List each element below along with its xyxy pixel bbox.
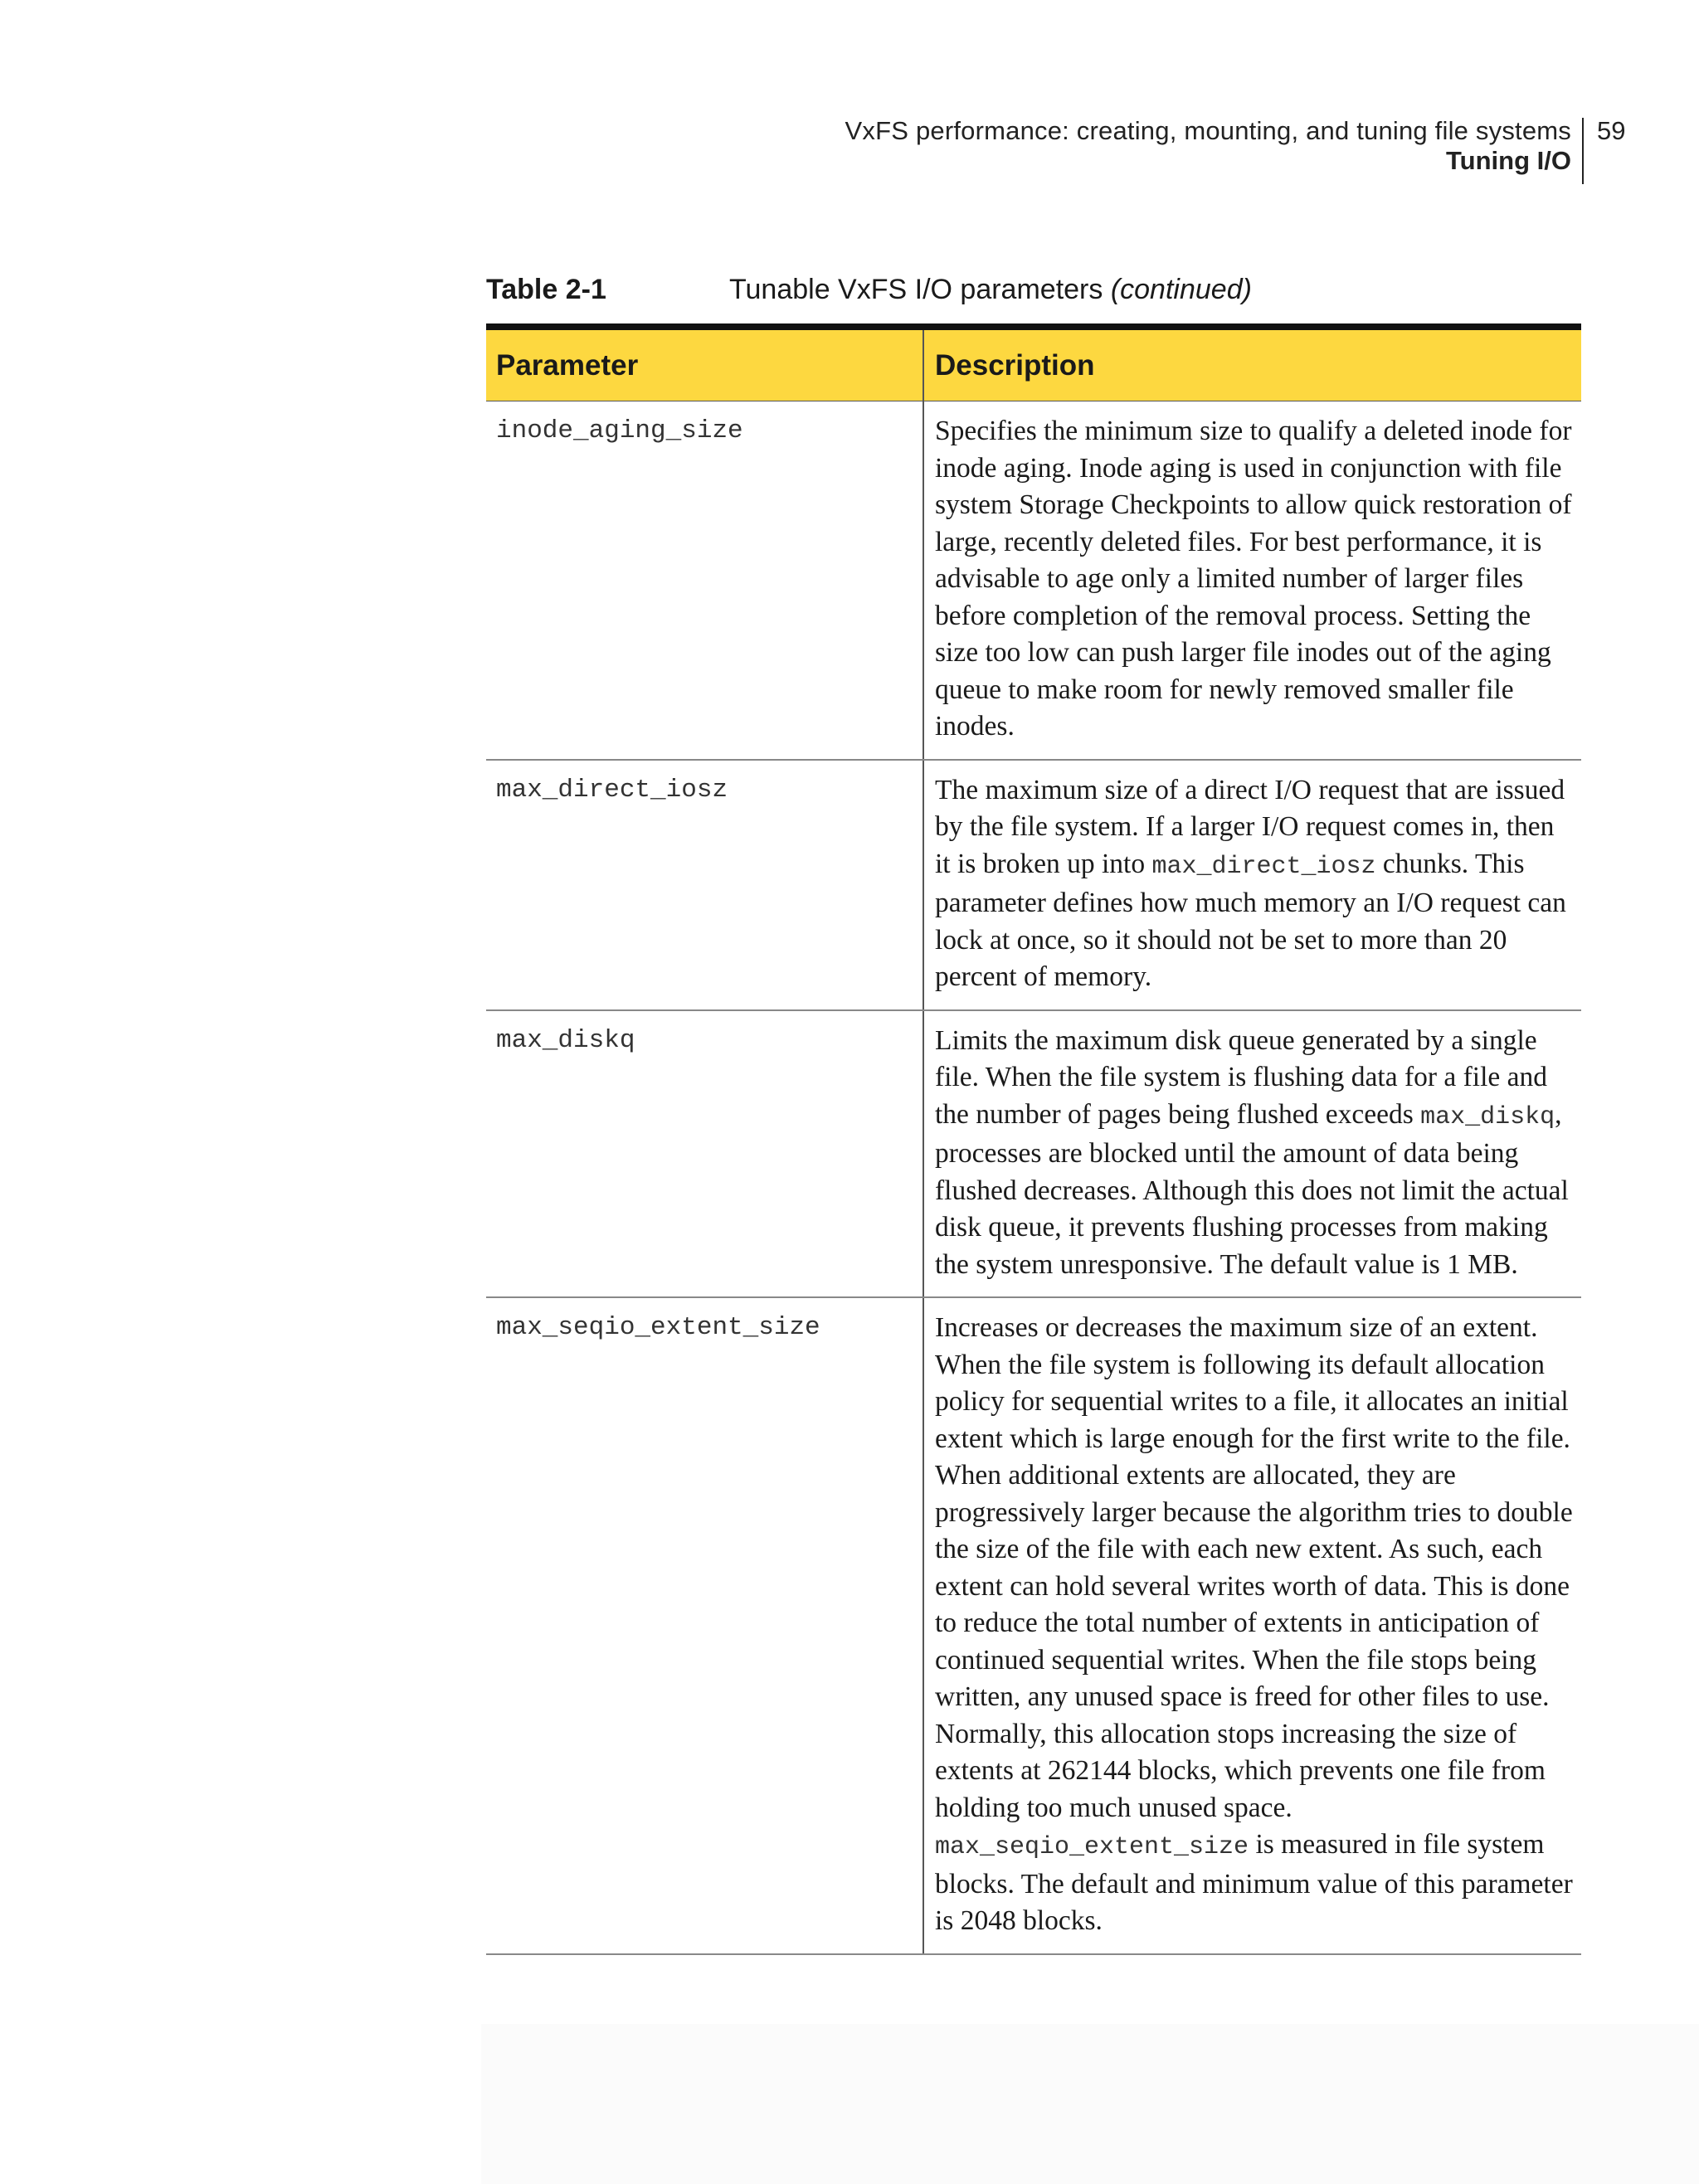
parameter-description <box>923 401 1581 759</box>
table-caption-label: Table 2-1 <box>486 274 606 305</box>
parameters-table <box>486 323 1581 1955</box>
section-title: Tuning I/O <box>1446 146 1571 175</box>
parameter-description <box>923 761 1581 1009</box>
header-parameter: Parameter <box>496 349 639 382</box>
parameter-description <box>923 1298 1581 1953</box>
description-text: , processes are blocked until the amount of data being flushed decreases. Although this does not limit the actual disk queue, it prevents flushing processes from making the system unresponsive. The default value is 1 MB. <box>935 1098 1569 1280</box>
inline-code: max_seqio_extent_size <box>935 1833 1249 1861</box>
header-divider <box>1582 118 1584 184</box>
parameter-name: max_seqio_extent_size <box>496 1313 820 1342</box>
table-row <box>486 1011 1581 1299</box>
description-text: Limits the maximum disk queue generated by a single file. When the file system is flushing data for a file and the number of pages being flushed exceeds <box>935 1024 1548 1130</box>
description-text: chunks. This parameter defines how much memory an I/O request can lock at once, so it should not be set to more than 20 percent of memory. <box>935 848 1566 992</box>
table-top-rule <box>486 323 1581 330</box>
chapter-title: VxFS performance: creating, mounting, and tuning file systems <box>845 116 1571 145</box>
table-header-row <box>486 330 1581 401</box>
parameter-name: inode_aging_size <box>496 416 743 445</box>
running-header <box>845 116 1571 176</box>
parameter-name: max_diskq <box>496 1025 635 1055</box>
inline-code: max_diskq <box>1420 1102 1555 1131</box>
description-text: The maximum size of a direct I/O request that are issued by the file system. If a larger I/O request comes in, then it is broken up into <box>935 774 1565 879</box>
table-row <box>486 1298 1581 1955</box>
description-text: is measured in file system blocks. The default and minimum value of this parameter is 2048 blocks. <box>935 1829 1573 1936</box>
table-body <box>486 401 1581 1955</box>
caption-title-text: Tunable VxFS I/O parameters <box>729 274 1103 305</box>
table-row <box>486 401 1581 761</box>
page-background-shade <box>481 2024 1699 2184</box>
inline-code: max_direct_iosz <box>1151 852 1376 881</box>
caption-continued: (continued) <box>1110 274 1252 305</box>
table-row <box>486 761 1581 1011</box>
header-description: Description <box>923 330 1581 401</box>
parameter-name: max_direct_iosz <box>496 775 728 805</box>
description-text: Increases or decreases the maximum size of an extent. When the file system is following its default allocation policy for sequential writes to a file, it allocates an initial extent which is large enough for the first write to the file. When additional extents are allocated, they are progressively larger because the algorithm tries to double the size of the file with each new extent. As such, each extent can hold several writes worth of data. This is done to reduce the total number of extents in anticipation of continued sequential writes. When the file stops being written, any unused space is freed for other files to use. Normally, this allocation stops increasing the size of extents at 262144 blocks, which prevents one file from holding too much unused space. <box>935 1312 1573 1823</box>
parameter-description <box>923 1011 1581 1297</box>
page-number: 59 <box>1597 116 1626 145</box>
description-text: Specifies the minimum size to qualify a deleted inode for inode aging. Inode aging is used in conjunction with file system Storage Checkpoints to allow quick restoration of large, recently deleted files. For best performance, it is advisable to age only a limited number of larger files before completion of the removal process. Setting the size too low can push larger file inodes out of the aging queue to make room for newly removed smaller file inodes. <box>935 416 1572 742</box>
table-caption-title <box>729 272 1252 307</box>
